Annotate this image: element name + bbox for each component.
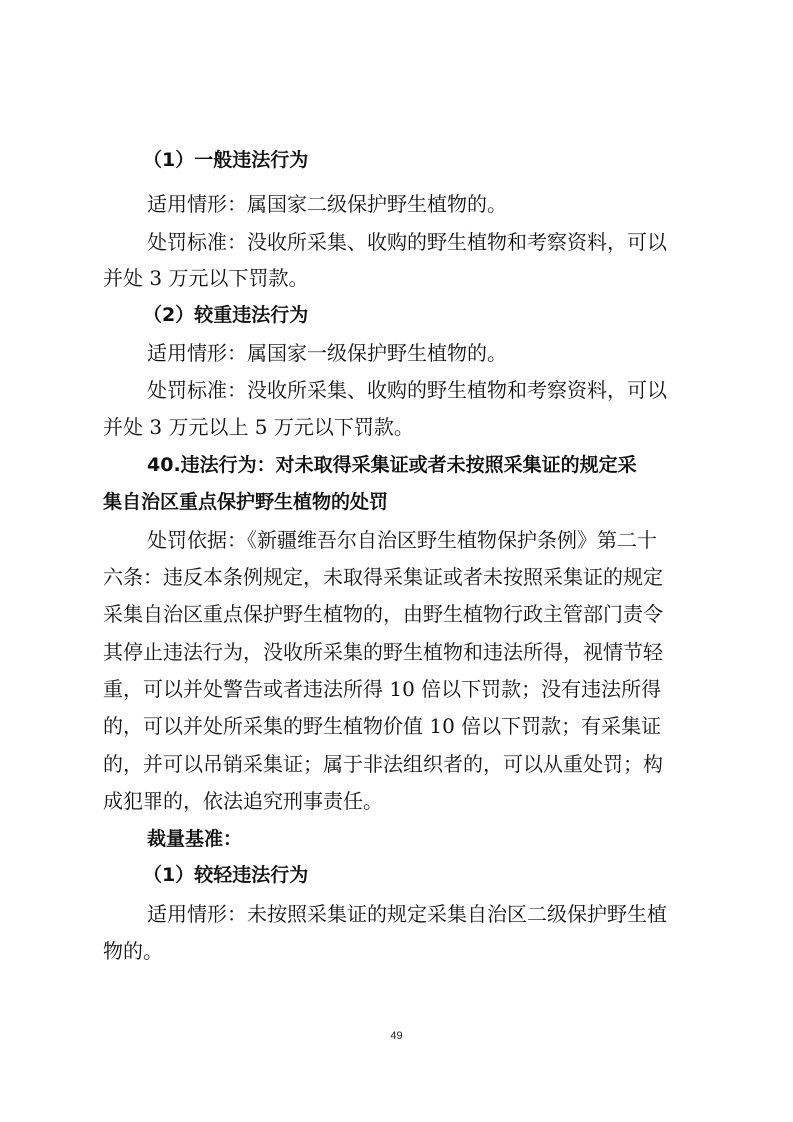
paragraph-line: 采集自治区重点保护野生植物的，由野生植物行政主管部门责令 xyxy=(103,602,663,626)
paragraph-line: 的，可以并处所采集的野生植物价值 10 倍以下罚款；有采集证 xyxy=(103,714,662,738)
paragraph-line: 适用情形：未按照采集证的规定采集自治区二级保护野生植 xyxy=(147,902,667,926)
heading-general-violation: （1）一般违法行为 xyxy=(143,149,309,171)
paragraph-line: 处罚标准：没收所采集、收购的野生植物和考察资料，可以 xyxy=(147,378,667,402)
paragraph-line: 的，并可以吊销采集证；属于非法组织者的，可以从重处罚；构 xyxy=(103,752,663,776)
paragraph-line: 并处 3 万元以下罚款。 xyxy=(103,266,309,290)
paragraph-line: 成犯罪的，依法追究刑事责任。 xyxy=(103,789,383,813)
heading-serious-violation: （2）较重违法行为 xyxy=(143,304,309,326)
paragraph-line: 处罚标准：没收所采集、收购的野生植物和考察资料，可以 xyxy=(147,230,667,254)
paragraph-line: 并处 3 万元以上 5 万元以下罚款。 xyxy=(103,415,414,439)
discretion-heading: 裁量基准： xyxy=(147,828,243,850)
paragraph-line: 其停止违法行为，没收所采集的野生植物和违法所得，视情节轻 xyxy=(103,640,663,664)
section-heading: 集自治区重点保护野生植物的处罚 xyxy=(103,491,389,513)
heading-minor-violation: （1）较轻违法行为 xyxy=(143,864,309,886)
section-heading: 40.违法行为：对未取得采集证或者未按照采集证的规定采 xyxy=(147,454,637,476)
paragraph-line: 六条：违反本条例规定，未取得采集证或者未按照采集证的规定 xyxy=(103,565,663,589)
page-number: 49 xyxy=(390,1030,403,1042)
paragraph-line: 物的。 xyxy=(103,939,163,963)
paragraph-line: 处罚依据：《新疆维吾尔自治区野生植物保护条例》第二十 xyxy=(147,528,657,552)
paragraph-line: 适用情形：属国家二级保护野生植物的。 xyxy=(147,192,507,216)
paragraph-line: 适用情形：属国家一级保护野生植物的。 xyxy=(147,341,507,365)
paragraph-line: 重，可以并处警告或者违法所得 10 倍以下罚款；没有违法所得 xyxy=(103,677,662,701)
